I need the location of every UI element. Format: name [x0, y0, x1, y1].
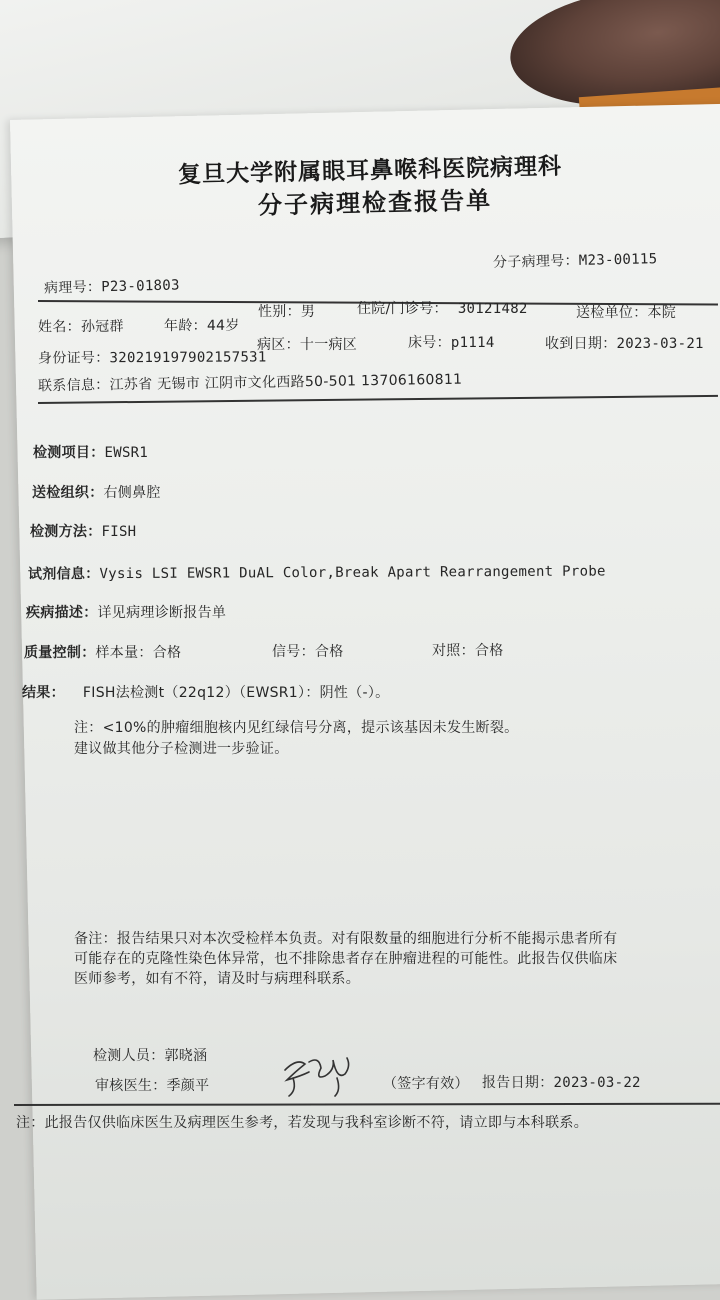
contact-info: 联系信息：江苏省 无锡市 江阴市文化西路50-501 13706160811	[37, 371, 463, 395]
patient-name: 姓名：孙冠群	[37, 318, 124, 336]
remarks-line3: 医师参考，如有不符，请及时与病理科联系。	[74, 971, 360, 987]
bed-number: 床号：p1114	[408, 335, 495, 351]
remarks-line1: 备注：报告结果只对本次受检样本负责。对有限数量的细胞进行分析不能揭示患者所有	[74, 931, 618, 947]
tester: 检测人员：郭晓涵	[93, 1048, 208, 1064]
disease-description: 疾病描述：详见病理诊断报告单	[26, 605, 227, 621]
qc-signal: 信号：合格	[272, 644, 344, 660]
submitted-tissue: 送检组织：右侧鼻腔	[32, 485, 161, 501]
molecular-pathology-no	[493, 248, 658, 272]
result-note-line2: 建议做其他分子检测进一步验证。	[74, 741, 289, 757]
report-date: 报告日期：2023-03-22	[482, 1075, 641, 1091]
footer-note: 注：此报告仅供临床医生及病理医生参考，若发现与我科室诊断不符，请立即与本科联系。	[16, 1115, 588, 1131]
patient-sex: 性别：男	[258, 304, 316, 320]
patient-age: 年龄：44岁	[163, 317, 240, 335]
label: 病理号：	[43, 279, 102, 297]
admission-no: 住院/门诊号： 30121482	[357, 301, 528, 317]
remarks-line2: 可能存在的克隆性染色体异常，也不排除患者存在肿瘤进程的可能性。此报告仅供临床	[74, 951, 618, 967]
divider-middle	[38, 395, 718, 404]
handwritten-signature	[275, 1050, 365, 1100]
id-number: 身份证号：320219197902157531	[37, 349, 267, 367]
result-note-line1: 注：<10%的肿瘤细胞核内见红绿信号分离，提示该基因未发生断裂。	[74, 720, 519, 736]
quality-control: 质量控制：样本量：合格	[24, 645, 182, 661]
test-method: 检测方法：FISH	[30, 524, 137, 540]
test-item: 检测项目：EWSR1	[33, 445, 149, 461]
report-title: 复旦大学附属眼耳鼻喉科医院病理科	[177, 152, 563, 189]
reviewer: 审核医生：季颜平	[95, 1078, 210, 1094]
received-date: 收到日期：2023-03-21	[545, 336, 704, 352]
qc-control: 对照：合格	[432, 643, 504, 659]
report-subtitle: 分子病理检查报告单	[257, 185, 493, 220]
result: 结果： FISH法检测t（22q12）（EWSR1）：阴性（-）。	[22, 685, 390, 701]
value: M23-00115	[578, 251, 658, 269]
reagent-info: 试剂信息：Vysis LSI EWSR1 DuAL Color,Break Apart Rearrangement Probe	[27, 563, 606, 583]
label: 分子病理号：	[492, 252, 580, 271]
value: P23-01803	[101, 277, 180, 296]
pathology-no	[44, 274, 180, 297]
divider-bottom	[14, 1103, 720, 1106]
signature-valid: （签字有效）	[383, 1076, 469, 1092]
ward: 病区：十一病区	[257, 337, 358, 353]
submitting-dept: 送检单位：本院	[576, 305, 677, 321]
